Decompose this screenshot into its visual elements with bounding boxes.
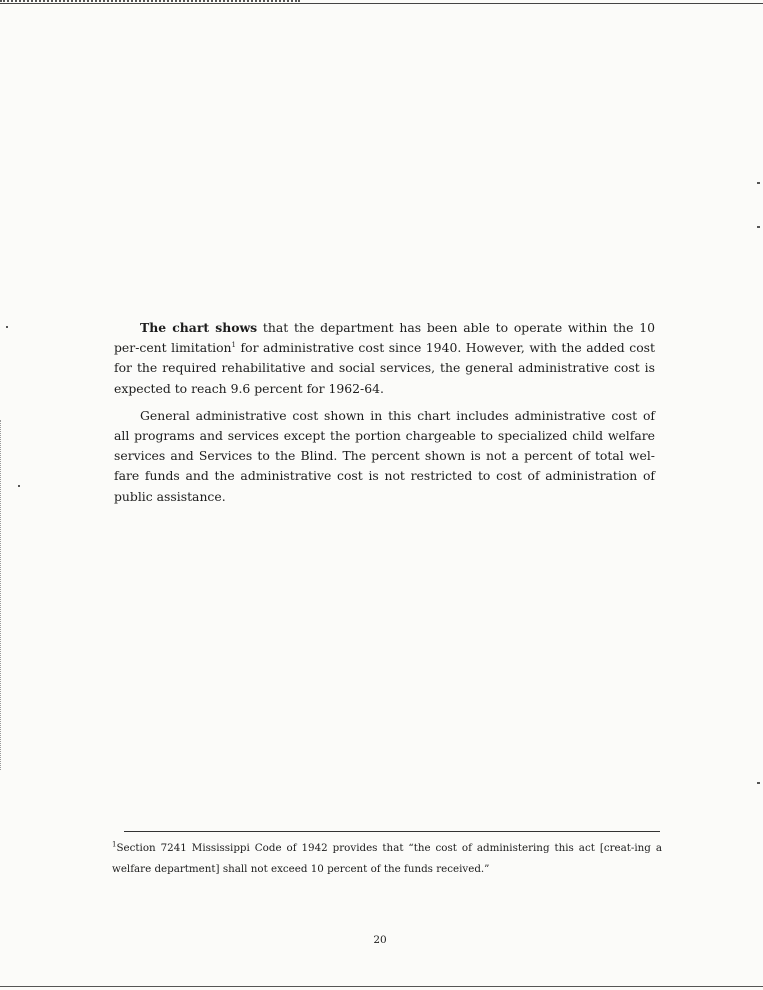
scan-speck [18,485,20,487]
footnote-mark: 1 [112,840,117,849]
footnote-text: Section 7241 Mississippi Code of 1942 provides that “the cost of administering this act [creat-ing a welfare department] shall not exceed 10 percent of the funds received.” [112,842,662,875]
scan-speck [6,326,8,328]
footnote-reference: 1 [231,341,236,350]
scan-speck [757,782,760,784]
page-number: 20 [373,934,387,946]
footnote [112,838,662,880]
body-text [114,318,655,514]
paragraph-administrative-cost: General administrative cost shown in this chart includes administrative cost of all programs and services except the portion chargeable to specialized child welfare services and Services to the Blind. The percent shown is not a percent of total wel-fare funds and the administrative cost is not restricted to cost of administration of public assistance. [114,407,655,504]
scan-bottom-edge [0,986,763,987]
paragraph-chart-shows [114,318,655,399]
paragraph-text-after-note: for administrative cost since 1940. However, with the added cost for the required rehabilitative and social services, the general administrative cost is expected to reach 9.6 percent for 1962-64. [114,340,655,396]
scan-top-dots [0,0,300,2]
paragraph-lead: The chart shows [140,320,258,335]
paragraph-text-before-note: that the department has been able to operate within the 10 per-cent limitation [114,320,656,356]
scan-left-edge [0,420,1,770]
scan-speck [757,226,760,228]
scan-top-edge [0,3,763,4]
scan-speck [757,182,760,184]
footnote-rule [124,831,660,832]
